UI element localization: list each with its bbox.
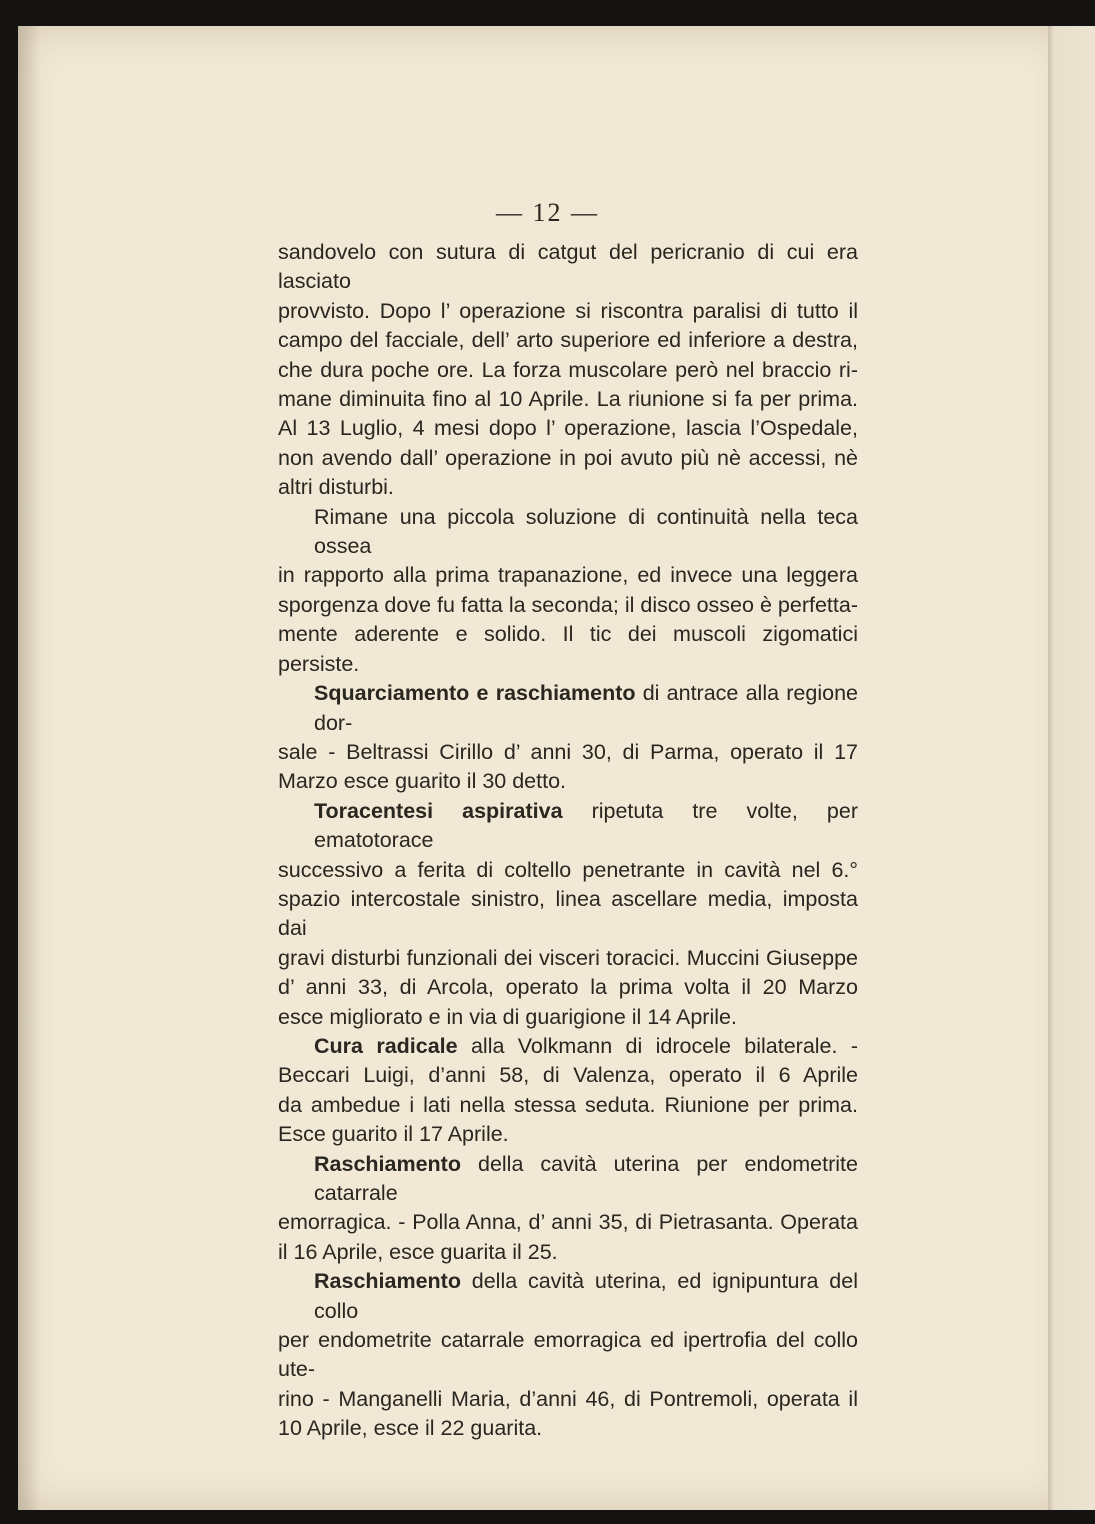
text-fragment: ripetuta tre volte, per ematotorace [314,798,858,853]
text-line: Marzo esce guarito il 30 detto. [278,769,567,794]
text-line: da ambedue i lati nella stessa seduta. Riunione per prima. [278,1092,858,1117]
text-line: spazio intercostale sinistro, linea ascellare media, imposta dai [278,886,858,941]
text-line: sale - Beltrassi Cirillo d’ anni 30, di Parma, operato il 17 [278,739,858,764]
body-text [278,238,858,1444]
text-line: sporgenza dove fu fatta la seconda; il disco osseo è perfetta- [278,592,858,617]
paragraph [278,238,858,503]
text-fragment: alla Volkmann di idrocele bilaterale. - [470,1033,858,1058]
text-fragment: di antrace alla regione dor- [314,681,858,735]
section-lead: Squarciamento e raschiamento [314,681,636,706]
text-line: sandovelo con sutura di catgut del pericranio di cui era lasciato [278,240,858,294]
text-line: mane diminuita fino al 10 Aprile. La riunione si fa per prima. [278,387,858,412]
text-line: d’ anni 33, di Arcola, operato la prima volta il 20 Marzo [278,975,858,1000]
text-line: gravi disturbi funzionali dei visceri toracici. Muccini Giuseppe [278,945,858,970]
gutter-shadow [18,26,40,1510]
text-line: Al 13 Luglio, 4 mesi dopo l’ operazione, lascia l’Ospedale, [278,416,858,441]
text-line: per endometrite catarrale emorragica ed ipertrofia del collo ute- [278,1328,858,1382]
text-line: 10 Aprile, esce il 22 guarita. [278,1416,543,1441]
text-line: Esce guarito il 17 Aprile. [278,1122,509,1147]
text-line: emorragica. - Polla Anna, d’ anni 35, di Pietrasanta. Operata [278,1210,858,1235]
text-line: rino - Manganelli Maria, d’anni 46, di Pontremoli, operata il [278,1386,858,1411]
text-line: in rapporto alla prima trapanazione, ed invece una leggera [278,563,858,588]
page-number: — 12 — [496,198,599,227]
text-line [278,1150,858,1209]
text-line [278,797,858,856]
paragraph [278,1267,858,1443]
section-lead: Toracentesi aspirativa [314,798,563,823]
text-line [278,1032,858,1061]
text-line: che dura poche ore. La forza muscolare però nel braccio ri- [278,357,858,382]
text-line: mente aderente e solido. Il tic dei muscoli zigomatici persiste. [278,622,858,676]
text-line [278,679,858,738]
text-line: il 16 Aprile, esce guarita il 25. [278,1239,558,1264]
text-line: Beccari Luigi, d’anni 58, di Valenza, operato il 6 Aprile [278,1063,858,1088]
text-fragment: della cavità uterina per endometrite catarrale [314,1151,858,1205]
paragraph [278,1150,858,1268]
section-lead: Raschiamento [314,1269,461,1294]
text-line: Rimane una piccola soluzione di continuità nella teca ossea [314,504,858,559]
text-line: campo del facciale, dell’ arto superiore ed inferiore a destra, [278,328,858,353]
paragraph [278,503,858,679]
paragraph [278,679,858,797]
text-line [278,1267,858,1326]
text-line: altri disturbi. [278,475,394,500]
paragraph [278,797,858,1032]
text-line: provvisto. Dopo l’ operazione si riscontra paralisi di tutto il [278,298,858,323]
text-line: esce migliorato e in via di guarigione il 14 Aprile. [278,1004,737,1029]
section-lead: Cura radicale [314,1033,458,1058]
paragraph [278,1032,858,1150]
text-fragment: della cavità uterina, ed ignipuntura del collo [314,1269,858,1323]
text-line: non avendo dall’ operazione in poi avuto più nè accessi, nè [278,445,858,470]
facing-page-edge [1048,26,1095,1510]
section-lead: Raschiamento [314,1151,461,1176]
text-line: successivo a ferita di coltello penetrante in cavità nel 6.° [278,857,858,882]
